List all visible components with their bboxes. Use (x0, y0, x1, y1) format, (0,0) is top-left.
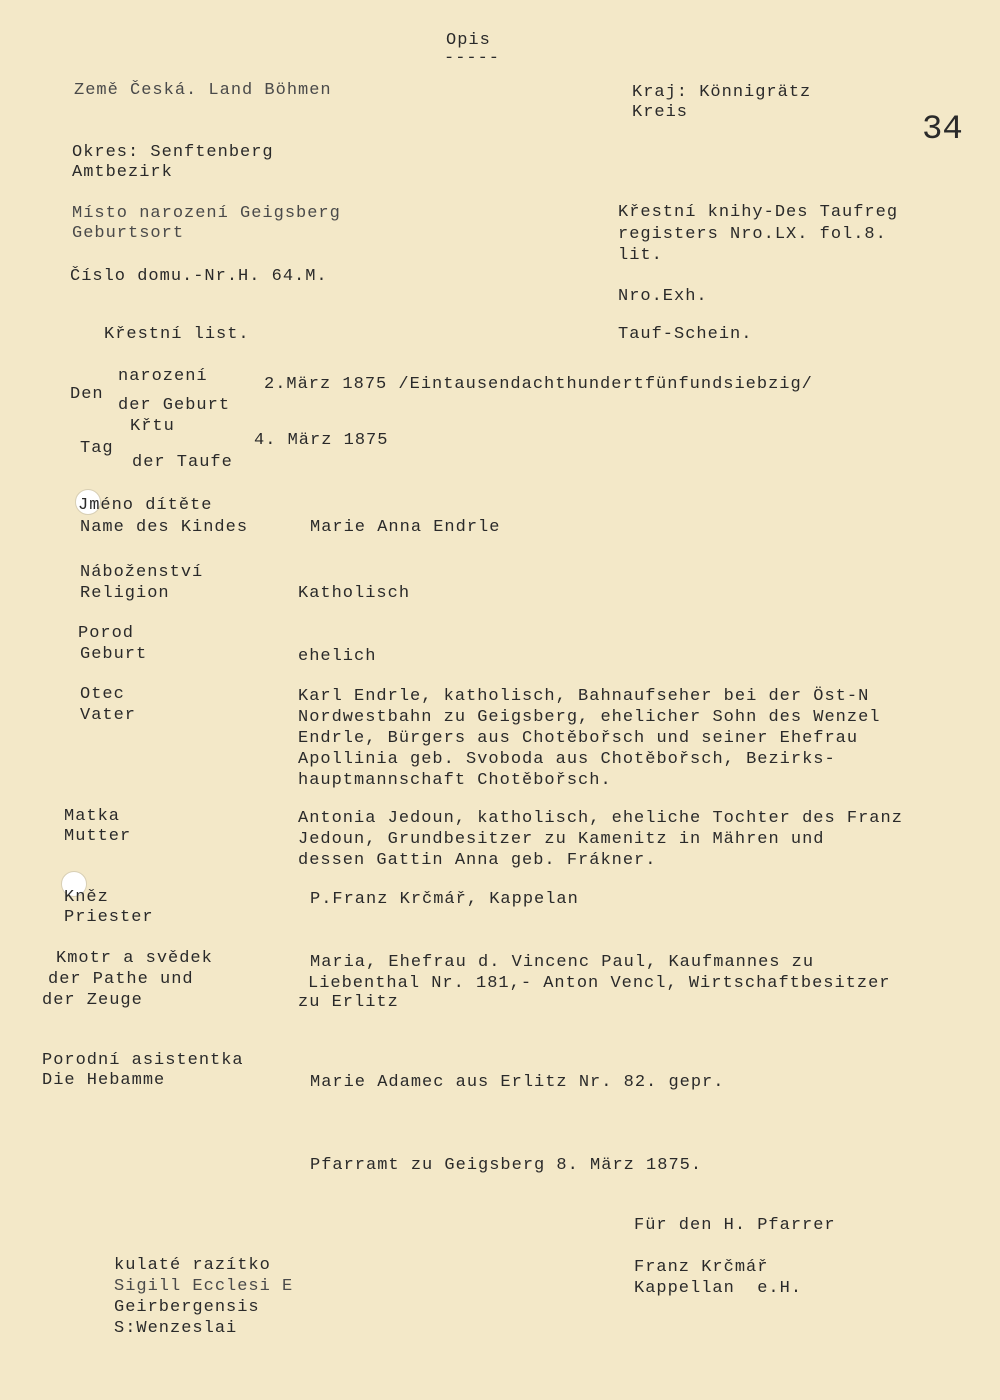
stamp-line-2: Sigill Ecclesi E (114, 1277, 294, 1296)
register-line-3: lit. (618, 246, 663, 265)
jmeno-cz-label: Jméno dítěte (78, 496, 213, 515)
nabozenstvi-cz-label: Náboženství (80, 563, 204, 582)
cislo-line: Číslo domu.-Nr.H. 64.M. (70, 267, 328, 286)
knez-de-label: Priester (64, 908, 154, 927)
godparent-line-2: Liebenthal Nr. 181,- Anton Vencl, Wirtschaftbesitzer (308, 974, 891, 993)
der-geburt-label: der Geburt (118, 396, 231, 415)
amtbezirk-label: Amtbezirk (72, 163, 173, 182)
der-taufe-label: der Taufe (132, 453, 233, 472)
matka-cz-label: Matka (64, 807, 121, 826)
child-name-value: Marie Anna Endrle (310, 518, 501, 537)
stamp-line-4: S:Wenzeslai (114, 1319, 238, 1338)
hebamme-de-label: Die Hebamme (42, 1071, 166, 1090)
krtu-label: Křtu (130, 417, 175, 436)
porod-cz-label: Porod (78, 624, 135, 643)
nro-exh-label: Nro.Exh. (618, 287, 708, 306)
mother-line-2: Jedoun, Grundbesitzer zu Kamenitz in Mähren und (298, 830, 825, 849)
page-number: 34 (922, 111, 963, 149)
hebamme-cz-label: Porodní asistentka (42, 1051, 244, 1070)
tauf-schein-label: Tauf-Schein. (618, 325, 753, 344)
kreis-label: Kreis (632, 103, 689, 122)
den-label: Den (70, 385, 104, 404)
signer-title: Kappellan e.H. (634, 1279, 803, 1298)
krestni-list-label: Křestní list. (104, 325, 250, 344)
nabozenstvi-de-label: Religion (80, 584, 170, 603)
kmotr-de-label-1: der Pathe und (48, 970, 194, 989)
misto-line: Místo narození Geigsberg (72, 204, 341, 223)
kraj-line: Kraj: Könnigrätz (632, 83, 812, 102)
midwife-value: Marie Adamec aus Erlitz Nr. 82. gepr. (310, 1073, 725, 1092)
geburtsort-label: Geburtsort (72, 224, 185, 243)
otec-de-label: Vater (80, 706, 137, 725)
father-line-5: hauptmannschaft Chotěbořsch. (298, 771, 612, 790)
porod-de-label: Geburt (80, 645, 148, 664)
mother-line-1: Antonia Jedoun, katholisch, eheliche Tochter des Franz (298, 809, 903, 828)
signer-name: Franz Krčmář (634, 1258, 769, 1277)
father-line-3: Endrle, Bürgers aus Chotěbořsch und seiner Ehefrau (298, 729, 859, 748)
birth-date-value: 2.März 1875 /Eintausendachthundertfünfundsiebzig/ (264, 375, 813, 394)
priest-value: P.Franz Krčmář, Kappelan (310, 890, 579, 909)
kmotr-de-label-2: der Zeuge (42, 991, 143, 1010)
okres-line: Okres: Senftenberg (72, 143, 274, 162)
father-line-1: Karl Endrle, katholisch, Bahnaufseher bei der Öst-N (298, 687, 870, 706)
title-underline: ----- (444, 49, 501, 68)
birth-type-value: ehelich (298, 647, 377, 666)
land-line: Země Česká. Land Böhmen (74, 81, 332, 100)
mother-line-3: dessen Gattin Anna geb. Frákner. (298, 851, 657, 870)
baptism-date-value: 4. März 1875 (254, 431, 389, 450)
stamp-line-3: Geirbergensis (114, 1298, 260, 1317)
narozeni-label: narození (118, 367, 208, 386)
stamp-line-1: kulaté razítko (114, 1256, 271, 1275)
father-line-4: Apollinia geb. Svoboda aus Chotěbořsch, Bezirks- (298, 750, 836, 769)
document-title: Opis (446, 31, 491, 50)
kmotr-cz-label: Kmotr a svědek (56, 949, 213, 968)
knez-cz-label: Kněz (64, 888, 109, 907)
godparent-line-1: Maria, Ehefrau d. Vincenc Paul, Kaufmannes zu (310, 953, 815, 972)
register-line-1: Křestní knihy-Des Taufreg (618, 203, 899, 222)
otec-cz-label: Otec (80, 685, 125, 704)
register-line-2: registers Nro.LX. fol.8. (618, 225, 887, 244)
jmeno-de-label: Name des Kindes (80, 518, 249, 537)
religion-value: Katholisch (298, 584, 411, 603)
place-and-date: Pfarramt zu Geigsberg 8. März 1875. (310, 1156, 703, 1175)
father-line-2: Nordwestbahn zu Geigsberg, ehelicher Sohn des Wenzel (298, 708, 881, 727)
matka-de-label: Mutter (64, 827, 132, 846)
tag-label: Tag (80, 439, 114, 458)
godparent-line-3: zu Erlitz (298, 993, 399, 1012)
fur-pfarrer-label: Für den H. Pfarrer (634, 1216, 836, 1235)
